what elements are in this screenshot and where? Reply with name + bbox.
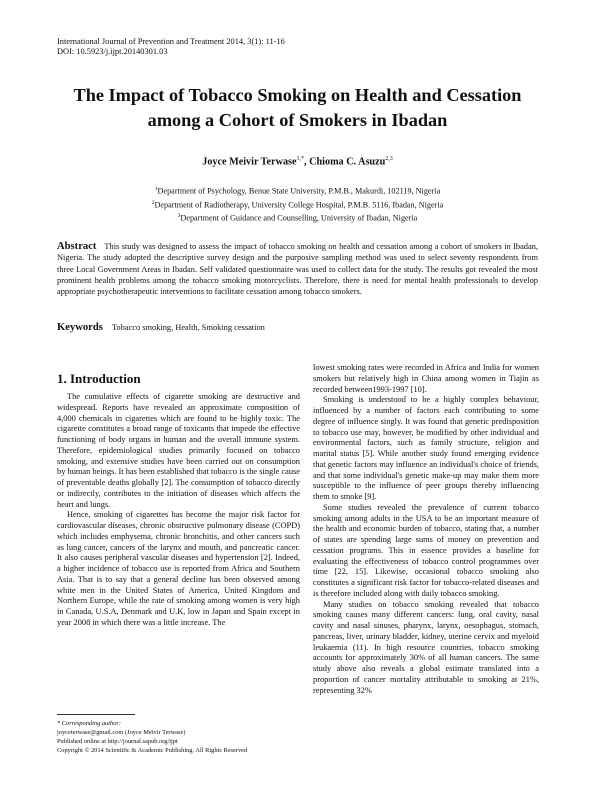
author-affiliation-mark: 2,3 [385,156,393,162]
author-email: joyceterwase@gmail.com (Joyce Meivir Terwase) [57,729,186,736]
right-column [313,363,539,696]
affiliation: $^1$Department of Psychology, Benue State University, P.M.B., Makurdi, 102119, Nigeria [154,186,441,196]
affiliation: $^2$Department of Radiotherapy, University College Hospital, P.M.B. 5116, Ibadan, Nigeria [151,199,444,210]
abstract-label: Abstract [57,241,97,252]
abstract-text: This study was designed to assess the impact of tobacco smoking on health and cessation among a cohort of smokers in Ibadan, Nigeria. The study adopted the descriptive survey design and the purposive sampling method was used to select seventy respondents from three Local Government Areas in Ibadan. Self validated questionnaire was used to collect data for the study. The results got revealed the most prominent health problems among the tobacco smoking motorcyclists. Therefore, there is need for mental health professionals to develop appropriate psychotherapeutic interventions to facilitate cessation among tobacco smokers. [57,242,538,296]
keywords-label: Keywords [57,322,103,333]
running-header [57,37,285,57]
affiliations [40,184,555,225]
section-heading: 1. Introduction [57,371,141,386]
paragraph: Many studies on tobacco smoking revealed that tobacco smoking causes many different cancers: lung, oral cavity, nasal cavity and nasal sinuses, pharynx, larynx, oesophagus, stomach, pancreas, liver, urinary bladder, kidney, uterine cervix and myeloid leukaemia (11). In high resource countries, tobacco smoking accounts for approximately 30% of all human cancers. The same study above also reveals a global estimate translated into a proportion of cancer mortality attributable to smoking at 21%, representing 32% [313,599,539,695]
publication-note: Published online at http://journal.sapub.org/ijpt [57,738,178,745]
corresponding-author-label: * Corresponding author: [57,720,122,727]
title-line-1: The Impact of Tobacco Smoking on Health and Cessation [73,85,522,105]
paragraph: lowest smoking rates were recorded in Africa and India for women smokers but relatively high in China among women in Tiajin as recorded between1993-1997 [10]. [313,363,539,394]
keywords-text: Tobacco smoking, Health, Smoking cessation [111,323,265,332]
paragraph: Hence, smoking of cigarettes has become the major risk factor for cardiovascular diseases, chronic obstructive pulmonary disease (COPD) which includes emphysema, chronic bronchitis, and other cancers such as lung cancer, cancers of the larynx and mouth, and pancreatic cancer. It also causes peripheral vascular diseases and hypertension [2]. Indeed, a higher incidence of tobacco use is reported from Africa and Southern Asia. That is to say that a general decline has been observed among white men in the United States of America, United Kingdom and Northern Europe, while the rate of smoking among women is very high in Canada, U.S.A, Denmark and U.K, low in Japan and Spain except in year 2008 in which there was a little increase. The [57,510,300,627]
copyright: Copyright © 2014 Scientific & Academic Publishing. All Rights Reserved [57,747,248,754]
author-affiliation-mark: 1,* [296,156,305,162]
doi: DOI: 10.5923/j.ijpt.20140301.03 [57,47,168,56]
paragraph: Some studies revealed the prevalence of current tobacco smoking among adults in the USA to be an important measure of the health and economic burden of tobacco, stating that, a number of states are spending large sums of money on prevention and cessation programs. This in essence provides a baseline for evaluating the effectiveness of tobacco control programmes over time [22, 15]. Likewise, occasional tobacco smoking also constitutes a significant risk factor for tobacco-related diseases and is therefore included along with daily tobacco smoking. [313,502,539,598]
title-line-2: among a Cohort of Smokers in Ibadan [147,110,448,130]
footnote-divider [57,714,135,715]
paper-title [40,83,555,133]
footnote [57,719,247,755]
author-name: Chioma C. Asuzu [309,156,386,168]
keywords [57,322,538,333]
paragraph: The cumulative effects of cigarette smoking are destructive and widespread. Reports have revealed an approximate composition of 4,000 chemicals in cigarettes which are found to be highly toxic. The cigarette constitutes a broad range of toxicants that impede the effective functioning of body organs in human and the overall immune system. Therefore, epidemiological studies primarily focused on tobacco smoking, and extensive studies have been carried out on consumption by human beings. It has been established that tobacco is the single cause of preventable deaths globally [2]. The consumption of tobacco directly or indirectly, contributes to the initiation of diseases which affects the heart and lungs. [57,392,300,509]
journal-citation: International Journal of Prevention and Treatment 2014, 3(1): 11-16 [57,37,285,46]
abstract [57,241,538,297]
affiliation: $^3$Department of Guidance and Counselling, University of Ibadan, Nigeria [177,213,418,223]
left-column [57,392,300,629]
author-name: Joyce Meivir Terwase [202,156,297,168]
author-list [40,156,555,167]
author-separator: , [304,156,310,168]
paragraph: Smoking is understood to be a highly complex behaviour, influenced by a number of factors each contributing to some degree of influence singly. It was found that genetic predisposition to tobacco use may, however, be modified by other individual and environmental factors, such as family structure, religion and marital status [5]. While another study found emerging evidence that genetic factors may influence an individual's choice of friends, and that some individual's genetic make-up may make them more susceptible to the influence of peer groups thereby influencing them to smoke [9]. [313,395,539,501]
